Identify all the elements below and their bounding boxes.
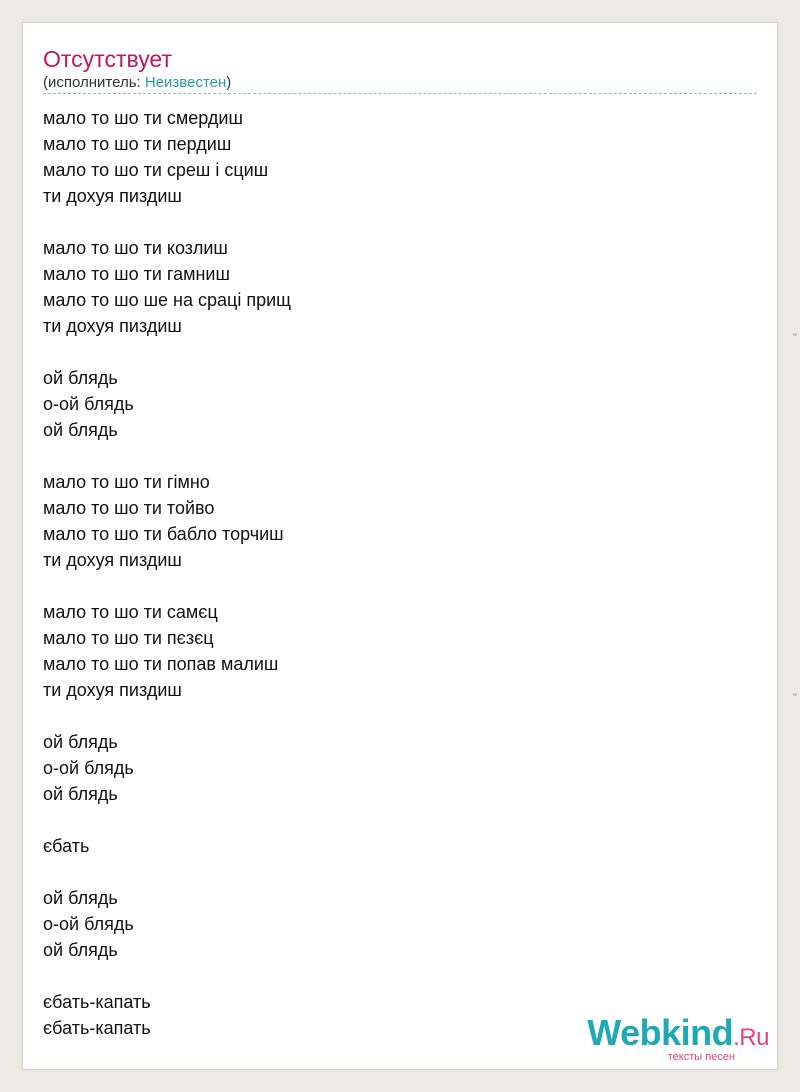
stanza-break xyxy=(43,807,291,833)
stanza-break xyxy=(43,443,291,469)
lyric-line: єбать-капать xyxy=(43,992,151,1012)
lyric-line: мало то шо ти среш і сциш xyxy=(43,160,269,180)
lyric-line: ти дохуя пиздиш xyxy=(43,680,182,700)
lyric-line: о-ой блядь xyxy=(43,394,134,414)
logo-main-text: Webkind xyxy=(587,1012,734,1053)
logo-wordmark xyxy=(587,1012,769,1056)
artist-suffix: ) xyxy=(226,74,232,91)
lyrics-card xyxy=(22,22,778,1070)
lyrics-body xyxy=(43,105,291,1041)
edge-decoration xyxy=(793,693,797,696)
lyric-line: ой блядь xyxy=(43,368,118,388)
lyric-line: ой блядь xyxy=(43,888,118,908)
logo-tld: .Ru xyxy=(733,1024,769,1051)
lyric-line: ти дохуя пиздиш xyxy=(43,186,182,206)
lyric-line: о-ой блядь xyxy=(43,758,134,778)
stanza-break xyxy=(43,209,291,235)
lyric-line: мало то шо ти гімно xyxy=(43,472,210,492)
lyric-line: ти дохуя пиздиш xyxy=(43,550,182,570)
artist-link[interactable]: Неизвестен xyxy=(144,74,227,91)
site-logo[interactable] xyxy=(587,1012,769,1063)
lyric-line: мало то шо ти попав малиш xyxy=(43,654,279,674)
lyric-line: мало то шо ти тойво xyxy=(43,498,215,518)
artist-line xyxy=(43,73,231,93)
lyric-line: мало то шо ти козлиш xyxy=(43,238,228,258)
stanza-break xyxy=(43,339,291,365)
lyric-line: мало то шо ти бабло торчиш xyxy=(43,524,284,544)
lyric-line: мало то шо ти пєзєц xyxy=(43,628,214,648)
stanza-break xyxy=(43,859,291,885)
lyric-line: мало то шо ти смердиш xyxy=(43,108,243,128)
lyric-line: ой блядь xyxy=(43,420,118,440)
stanza-break xyxy=(43,963,291,989)
artist-prefix: (исполнитель: xyxy=(43,74,145,91)
logo-tagline: тексты песен xyxy=(667,1051,735,1063)
stanza-break xyxy=(43,573,291,599)
dashed-divider xyxy=(43,93,757,94)
stanza-break xyxy=(43,703,291,729)
lyric-line: ой блядь xyxy=(43,940,118,960)
edge-decoration xyxy=(793,333,797,336)
lyric-line: єбать-капать xyxy=(43,1018,151,1038)
lyric-line: мало то шо ше на сраці прищ xyxy=(43,290,291,310)
lyric-line: мало то шо ти пердиш xyxy=(43,134,232,154)
lyric-line: о-ой блядь xyxy=(43,914,134,934)
lyric-line: мало то шо ти гамниш xyxy=(43,264,230,284)
lyric-line: ти дохуя пиздиш xyxy=(43,316,182,336)
lyric-line: ой блядь xyxy=(43,732,118,752)
song-title: Отсутствует xyxy=(43,46,172,72)
lyric-line: мало то шо ти самєц xyxy=(43,602,218,622)
lyric-line: єбать xyxy=(43,836,90,856)
lyric-line: ой блядь xyxy=(43,784,118,804)
